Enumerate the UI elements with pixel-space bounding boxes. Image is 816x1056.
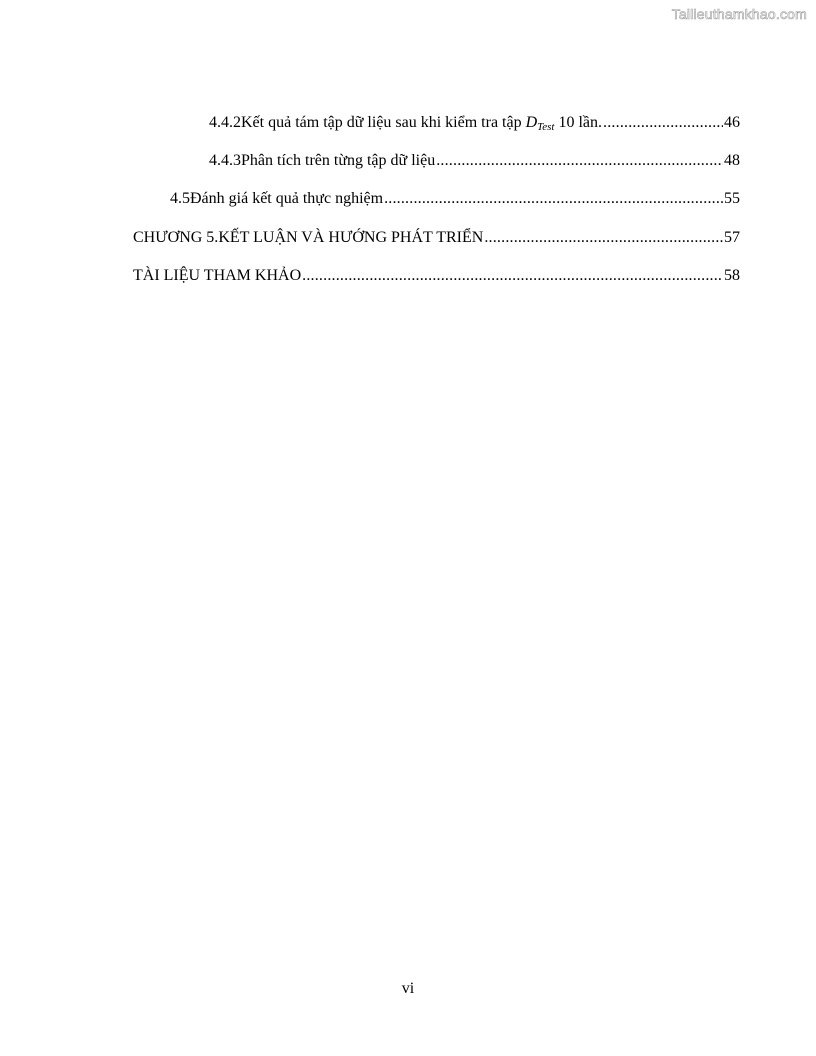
toc-entry-number: 4.4.3 (209, 152, 241, 169)
toc-entry-number: 4.4.2 (209, 114, 241, 131)
toc-entry-title: Kết quả tám tập dữ liệu sau khi kiểm tra tập $D_{Test}$ 10 lần. (241, 114, 603, 133)
dot-leader (484, 228, 723, 248)
toc-entry-page: 46 (724, 114, 740, 131)
dot-leader (384, 189, 723, 209)
dot-leader (603, 113, 723, 133)
toc-entry-4-4-2[interactable] (209, 113, 740, 137)
dot-leader (436, 151, 723, 171)
toc-entry-title: TÀI LIỆU THAM KHẢO (133, 267, 302, 284)
toc-entry-page: 48 (724, 152, 740, 169)
toc-entry-page: 55 (724, 190, 740, 207)
dot-leader (302, 266, 723, 286)
toc-entry-page: 57 (724, 229, 740, 246)
toc-entry-4-5[interactable] (170, 189, 740, 209)
toc-entry-title: Đánh giá kết quả thực nghiệm (190, 190, 384, 207)
toc-entry-chapter-5[interactable] (133, 228, 740, 248)
toc-entry-title: Phân tích trên từng tập dữ liệu (241, 152, 436, 169)
page-number: vi (401, 980, 415, 997)
toc-entry-page: 58 (724, 267, 740, 284)
toc-entry-number: CHƯƠNG 5. (133, 229, 219, 246)
toc-entry-title: KẾT LUẬN VÀ HƯỚNG PHÁT TRIỂN (218, 229, 484, 246)
d-test-variable: $D_{Test}$ (525, 114, 555, 133)
watermark: Tailieuthamkhao.com (671, 6, 807, 22)
toc-entry-4-4-3[interactable] (209, 151, 740, 171)
toc-entry-number: 4.5 (170, 190, 190, 207)
toc-entry-references[interactable] (133, 266, 740, 286)
